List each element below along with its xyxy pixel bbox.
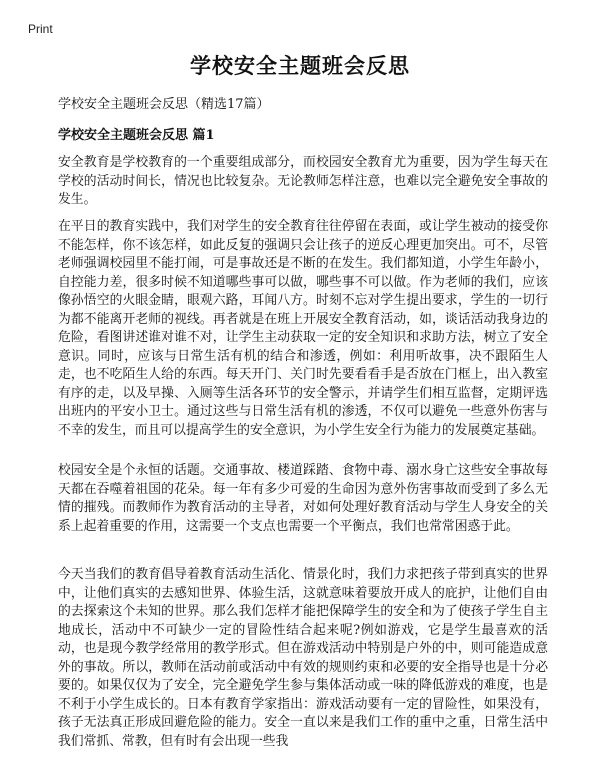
paragraph: 今天当我们的教育倡导着教育活动生活化、情景化时，我们力求把孩子带到真实的世界中，让他们真实的去感知世界、体验生活，这就意味着要放开成人的庇护，让他们自由的去探索这个未知的世界。那么我们怎样才能把保障学生的安全和为了使孩子学生自主地成长，活动中不可缺少一定的冒险性结合起来呢?例如游戏，它是学生最喜欢的活动，也是现今教学经常用的教学形式。但在游戏活动中特别是户外的中，则可能造成意外的事故。所以，教师在活动前或活动中有效的规则约束和必要的安全指导也是十分必要的。如果仅仅为了安全，完全避免学生参与集体活动或一味的降低游戏的难度，也是不利于小学生成长的。日本有教育学家指出：游戏活动要有一定的冒险性，如果没有，孩子无法真正形成回避危险的能力。安全一直以来是我们工作的重中之重，日常生活中我们常抓、常教，但有时有会出现一些我	[58, 567, 548, 749]
page-title: 学校安全主题班会反思	[190, 53, 410, 78]
paragraph: 安全教育是学校教育的一个重要组成部分，而校园安全教育尤为重要，因为学生每天在学校的活动时间长，情况也比较复杂。无论教师怎样注意，也难以完全避免安全事故的发生。	[58, 155, 548, 207]
document-subtitle: 学校安全主题班会反思（精选17篇）	[58, 97, 270, 112]
print-link[interactable]: Print	[28, 22, 53, 36]
paragraph: 在平日的教育实践中，我们对学生的安全教育往往停留在表面，或让学生被动的接受你不能怎样，你不该怎样，如此反复的强调只会让孩子的逆反心理更加突出。可不，尽管老师强调校园里不能打闹，可是事故还是不断的在发生。我们都知道，小学生年龄小，自控能力差，很多时候不知道哪些事可以做，哪些事不可以做。作为老师的我们，应该像孙悟空的火眼金睛，眼观六路，耳闻八方。时刻不忘对学生提出要求，学生的一切行为都不能离开老师的视线。再者就是在班上开展安全教育活动，如，谈话活动我身边的危险，看图讲述谁对谁不对，让学生主动获取一定的安全知识和求助方法，树立了安全意识。同时，应该与日常生活有机的结合和渗透，例如：利用听故事，决不跟陌生人走，也不吃陌生人给的东西。每天开门、关门时先要看看手是否放在门框上，出入教室有序的走，以及早操、入厕等生活各环节的安全警示，并请学生们相互监督，定期评选出班内的平安小卫士。通过这些与日常生活有机的渗透，不仅可以避免一些意外伤害与不幸的发生，而且可以提高学生的安全意识，为小学生安全行为能力的发展奠定基础。	[58, 219, 548, 438]
paragraph: 校园安全是个永恒的话题。交通事故、楼道踩踏、食物中毒、溺水身亡这些安全事故每天都在吞噬着祖国的花朵。每一年有多少可爱的生命因为意外伤害事故而受到了多么无情的摧残。而教师作为教育活动的主导者，对如何处理好教育活动与学生人身安全的关系上起着重要的作用，这需要一个支点也需要一个平衡点，我们也常常困惑于此。	[58, 463, 548, 534]
section-heading: 学校安全主题班会反思 篇1	[58, 128, 215, 143]
